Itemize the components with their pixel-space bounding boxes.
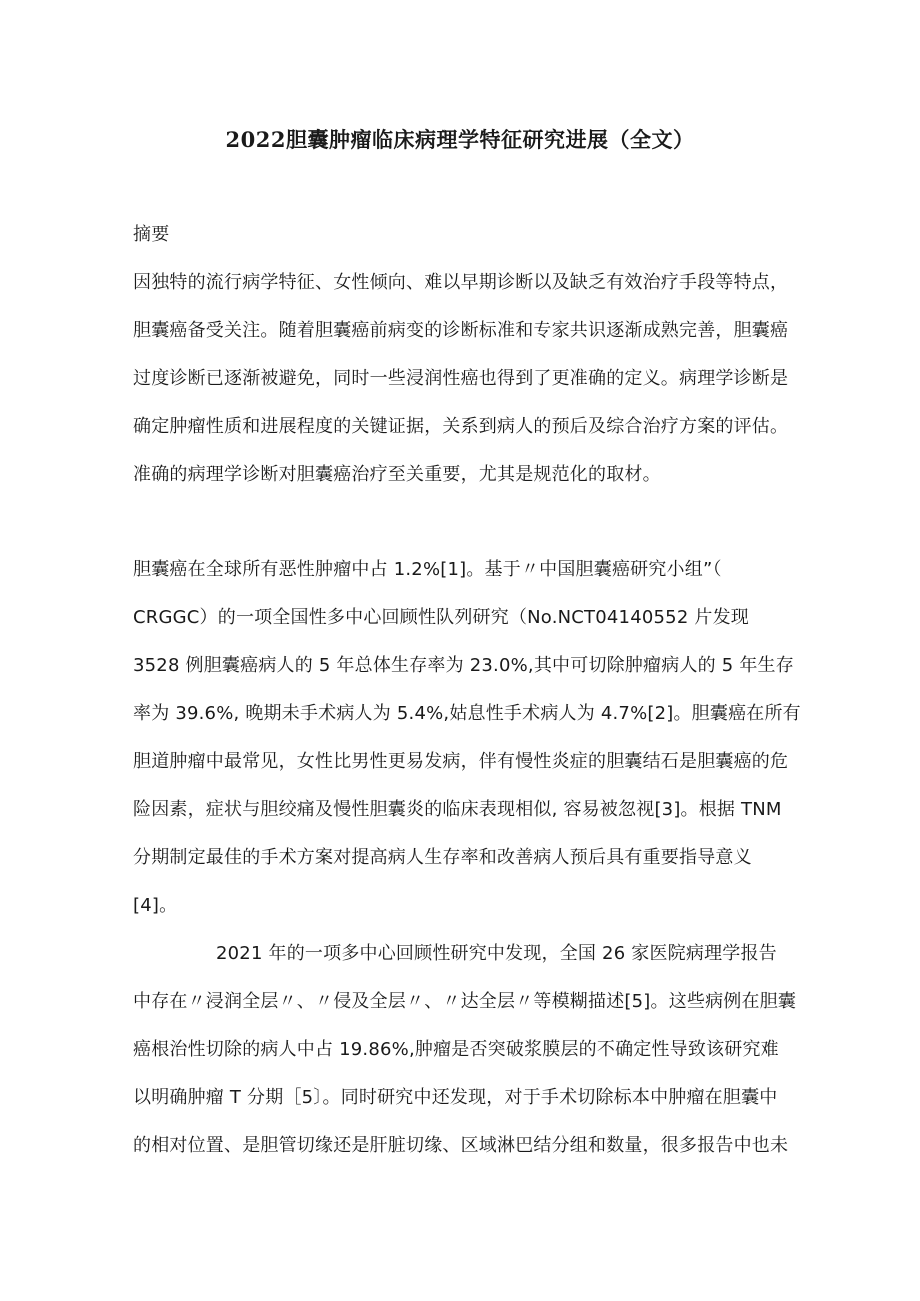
paragraph-line: 2021 年的一项多中心回顾性研究中发现，全国 26 家医院病理学报告 [216,943,777,964]
abstract-line: 因独特的流行病学特征、女性倾向、难以早期诊断以及缺乏有效治疗手段等特点， [133,272,789,293]
paragraph-line: 胆囊癌在全球所有恶性肿瘤中占 1.2%[1]。基于〃中国胆囊癌研究小组”（ [133,559,722,580]
paragraph-line: 险因素，症状与胆绞痛及慢性胆囊炎的临床表现相似, 容易被忽视[3]。根据 TNM [133,799,782,820]
paragraph-line: CRGGC）的一项全国性多中心回顾性队列研究（No.NCT04140552 片发现 [133,607,749,628]
paragraph-line: 的相对位置、是胆管切缘还是肝脏切缘、区域淋巴结分组和数量，很多报告中也未 [133,1135,789,1156]
paragraph-line: 癌根治性切除的病人中占 19.86%,肿瘤是否突破浆膜层的不确定性导致该研究难 [133,1039,779,1060]
paragraph-line: 以明确肿瘤 T 分期［5〕。同时研究中还发现，对于手术切除标本中肿瘤在胆囊中 [133,1087,778,1108]
paragraph-line: 3528 例胆囊癌病人的 5 年总体生存率为 23.0%,其中可切除肿瘤病人的 5 年生存 [133,655,794,676]
paragraph-line: 中存在〃浸润全层〃、〃侵及全层〃、〃达全层〃等模糊描述[5]。这些病例在胆囊 [133,991,797,1012]
abstract-line: 过度诊断已逐渐被避免，同时一些浸润性癌也得到了更准确的定义。病理学诊断是 [133,368,789,389]
paragraph-line: 分期制定最佳的手术方案对提高病人生存率和改善病人预后具有重要指导意义 [133,847,752,868]
document-title: 2022胆囊肿瘤临床病理学特征研究进展（全文） [225,127,695,152]
abstract-heading: 摘要 [133,224,170,245]
abstract-line: 准确的病理学诊断对胆囊癌治疗至关重要，尤其是规范化的取材。 [133,464,661,485]
paragraph-line: 胆道肿瘤中最常见，女性比男性更易发病，伴有慢性炎症的胆囊结石是胆囊癌的危 [133,751,789,772]
paragraph-line: [4]。 [133,895,178,916]
paragraph-line: 率为 39.6%, 晚期未手术病人为 5.4%,姑息性手术病人为 4.7%[2]。胆囊癌在所有 [133,703,801,724]
abstract-line: 确定肿瘤性质和进展程度的关键证据，关系到病人的预后及综合治疗方案的评估。 [133,416,789,437]
abstract-line: 胆囊癌备受关注。随着胆囊癌前病变的诊断标准和专家共识逐渐成熟完善，胆囊癌 [133,320,789,341]
